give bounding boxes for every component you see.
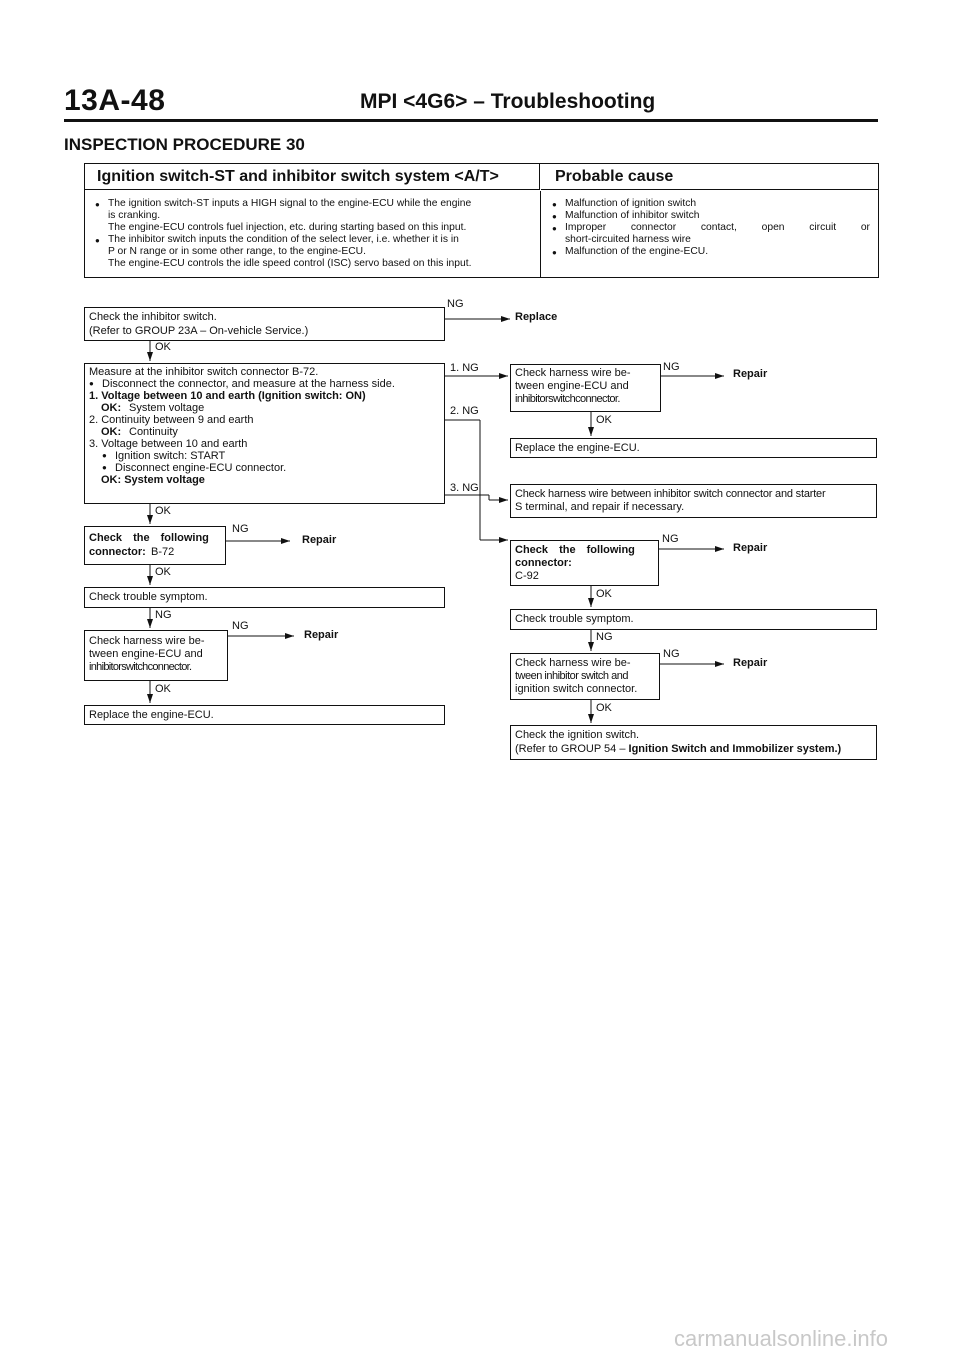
step-text: Replace the engine-ECU.	[89, 709, 214, 721]
measure-connector-box	[84, 363, 445, 504]
page-number: 13A-48	[64, 84, 166, 117]
cause-item: short-circuited harness wire	[565, 234, 691, 245]
harness-ecu-inhibitor-box-left	[84, 630, 228, 681]
cause-table-right-heading: Probable cause	[541, 164, 878, 190]
step-text: OK:	[101, 426, 122, 438]
step-text: ● Disconnect the connector, and measure at the harness side.	[102, 378, 395, 390]
ng-label: NG	[155, 609, 172, 621]
description-line: ● The ignition switch-ST inputs a HIGH signal to the engine-ECU while the engine	[108, 198, 471, 210]
step-text: inhibitorswitchconnector.	[515, 393, 620, 405]
step-text: Check harness wire be-	[89, 635, 205, 647]
step-text-part: (Refer to GROUP 54 –	[515, 743, 629, 755]
step-text: S terminal, and repair if necessary.	[515, 501, 685, 513]
cause-item: ● Malfunction of inhibitor switch	[565, 210, 700, 222]
ng-label: NG	[596, 631, 613, 643]
repair-label: Repair	[304, 629, 339, 641]
procedure-title: INSPECTION PROCEDURE 30	[64, 135, 305, 154]
step-text: Check harness wire be-	[515, 367, 631, 379]
step-text: connector:	[515, 557, 572, 569]
ng-label: NG	[662, 533, 679, 545]
step-text: Continuity	[129, 426, 178, 438]
step-text: Check the following	[515, 544, 635, 556]
check-trouble-symptom-left	[84, 587, 445, 608]
harness-inhibitor-ignition-box	[510, 653, 660, 700]
check-ignition-switch-box	[510, 725, 877, 760]
ok-label: OK	[596, 588, 612, 600]
cause-item: ● Malfunction of ignition switch	[565, 198, 696, 210]
step-text: OK: System voltage	[101, 474, 205, 486]
step-text: Check harness wire between inhibitor switch connector and starter	[515, 488, 826, 500]
step-text: (Refer to GROUP 23A – On-vehicle Service.)	[89, 325, 309, 337]
step-text: Check trouble symptom.	[515, 613, 634, 625]
step-text: 3. Voltage between 10 and earth	[89, 438, 248, 450]
step-text: Check harness wire be-	[515, 657, 631, 669]
step-text-part: Ignition Switch and Immobilizer system.)	[628, 743, 842, 755]
repair-label: Repair	[733, 542, 768, 554]
step-text: ignition switch connector.	[515, 683, 638, 695]
step-text: Check the following	[89, 532, 209, 544]
ng-label: NG	[232, 523, 249, 535]
step-text	[515, 743, 841, 755]
ng-label: NG	[663, 361, 680, 373]
description-line: ● The inhibitor switch inputs the condition of the select lever, i.e. whether it is in	[108, 234, 459, 246]
ok-label: OK	[155, 505, 171, 517]
starter-harness-box	[510, 484, 877, 518]
ok-label: OK	[596, 702, 612, 714]
cause-item: ● Malfunction of the engine-ECU.	[565, 246, 708, 258]
check-connector-b72-box	[84, 526, 226, 565]
check-connector-c92-box	[510, 540, 659, 586]
step-text: 2. Continuity between 9 and earth	[89, 414, 254, 426]
step-text: System voltage	[129, 402, 205, 414]
repair-label: Repair	[302, 534, 337, 546]
watermark: carmanualsonline.info	[673, 1326, 888, 1351]
ok-label: OK	[155, 566, 171, 578]
check-trouble-symptom-right	[510, 609, 877, 630]
replace-label: Replace	[515, 311, 558, 323]
ok-label: OK	[596, 414, 612, 426]
description-line: P or N range or in some other range, to the engine-ECU.	[108, 246, 366, 257]
ng-label: NG	[232, 620, 249, 632]
step-text: OK:	[101, 402, 122, 414]
replace-ecu-box-right	[510, 438, 877, 458]
step-text: Check trouble symptom.	[89, 591, 208, 603]
ng1-label: 1. NG	[450, 362, 479, 374]
step-text: tween engine-ECU and	[515, 380, 629, 392]
step-text: Replace the engine-ECU.	[515, 442, 640, 454]
ng-label: NG	[447, 298, 464, 310]
step-text: connector:	[89, 546, 146, 558]
replace-ecu-box-left	[84, 705, 445, 725]
check-inhibitor-switch-box	[84, 307, 445, 341]
ng3-label: 3. NG	[450, 482, 479, 494]
repair-label: Repair	[733, 368, 768, 380]
step-text: ● Ignition switch: START	[115, 450, 225, 462]
step-text: tween engine-ECU and	[89, 648, 203, 660]
step-text: Check the inhibitor switch.	[89, 311, 217, 323]
step-text: Check the ignition switch.	[515, 729, 640, 741]
page-title: MPI <4G6> – Troubleshooting	[360, 90, 656, 113]
repair-label: Repair	[733, 657, 768, 669]
step-text: inhibitorswitchconnector.	[89, 661, 192, 673]
ok-label: OK	[155, 341, 171, 353]
ok-label: OK	[155, 683, 171, 695]
step-text: B-72	[151, 546, 175, 558]
cause-item: ● Improper connector contact, open circuit or	[565, 222, 870, 234]
description-line: The engine-ECU controls fuel injection, etc. during starting based on this input.	[108, 222, 467, 233]
cause-table-left-heading: Ignition switch-ST and inhibitor switch system <A/T>	[85, 164, 540, 190]
harness-ecu-inhibitor-box-right	[510, 364, 661, 412]
ng-label: NG	[663, 648, 680, 660]
step-text: tween inhibitor switch and	[515, 670, 628, 682]
step-text: 1. Voltage between 10 and earth (Ignition switch: ON)	[89, 390, 366, 402]
step-text: C-92	[515, 570, 539, 582]
description-line: The engine-ECU controls the idle speed control (ISC) servo based on this input.	[108, 258, 472, 269]
description-line: is cranking.	[108, 210, 161, 221]
step-text: ● Disconnect engine-ECU connector.	[115, 462, 286, 474]
step-text: Measure at the inhibitor switch connector B-72.	[89, 366, 319, 378]
ng2-label: 2. NG	[450, 405, 479, 417]
